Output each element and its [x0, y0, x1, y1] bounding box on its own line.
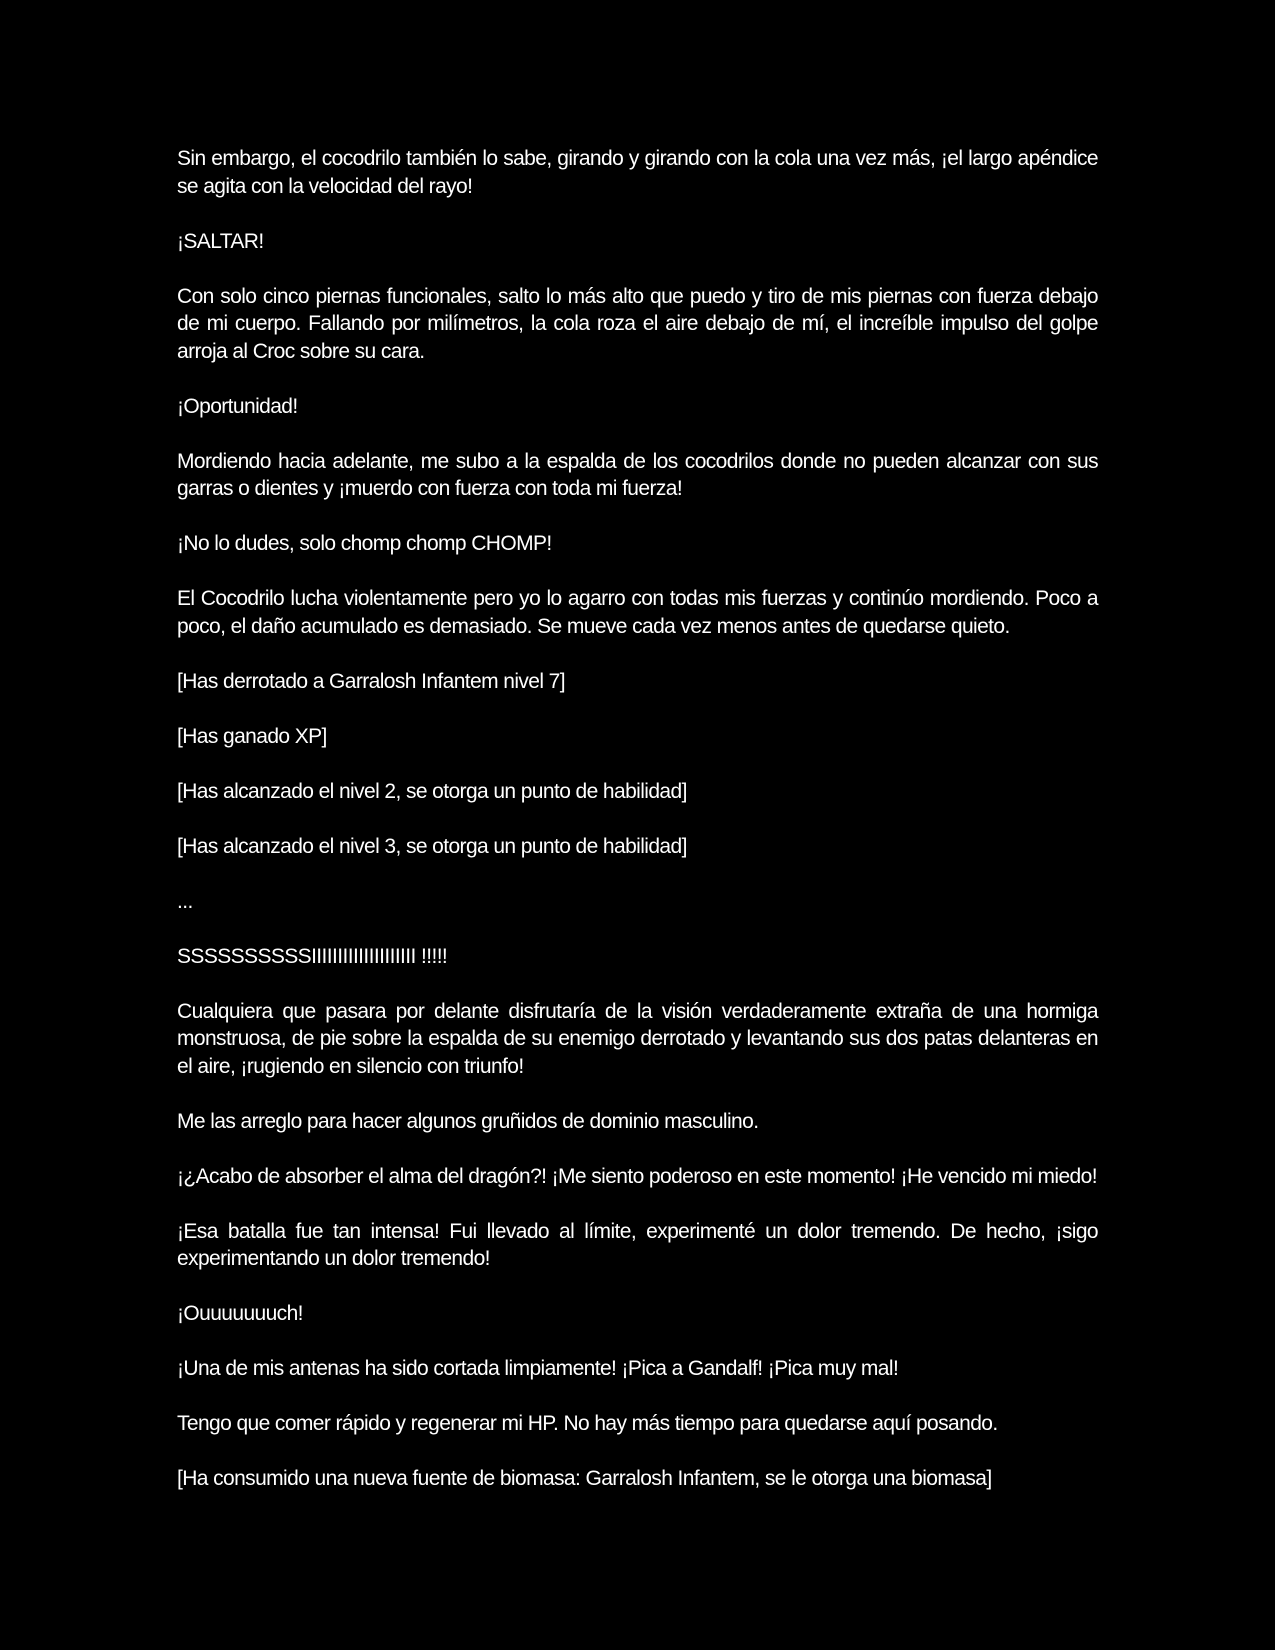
paragraph: Tengo que comer rápido y regenerar mi HP. No hay más tiempo para quedarse aquí posando.	[177, 1412, 998, 1435]
paragraph: Con solo cinco piernas funcionales, salto lo más alto que puedo y tiro de mis piernas con fuerza debajo de mi cuerpo. Fallando por milímetros, la cola roza el aire debajo de mí, el increíble impulso del golpe arroja al Croc sobre su cara.	[177, 284, 1098, 363]
system-message: [Ha consumido una nueva fuente de biomasa: Garralosh Infantem, se le otorga una biomasa]	[177, 1467, 992, 1490]
paragraph: ¡¿Acabo de absorber el alma del dragón?! ¡Me siento poderoso en este momento! ¡He vencido mi miedo!	[177, 1164, 1097, 1188]
paragraph: ¡Esa batalla fue tan intensa! Fui llevado al límite, experimenté un dolor tremendo. De hecho, ¡sigo experimentando un dolor tremendo!	[177, 1219, 1098, 1270]
system-message: [Has derrotado a Garralosh Infantem nivel 7]	[177, 669, 565, 693]
paragraph: Me las arreglo para hacer algunos gruñidos de dominio masculino.	[177, 1109, 759, 1133]
paragraph: El Cocodrilo lucha violentamente pero yo lo agarro con todas mis fuerzas y continúo mordiendo. Poco a poco, el daño acumulado es demasiado. Se mueve cada vez menos antes de quedarse quieto.	[177, 587, 1098, 638]
paragraph: Mordiendo hacia adelante, me subo a la espalda de los cocodrilos donde no pueden alcanzar con sus garras o dientes y ¡muerdo con fuerza con toda mi fuerza!	[177, 449, 1098, 500]
document-page	[177, 145, 1098, 1520]
paragraph: Sin embargo, el cocodrilo también lo sabe, girando y girando con la cola una vez más, ¡el largo apéndice se agita con la velocidad del rayo!	[177, 147, 1098, 198]
paragraph: ...	[177, 889, 193, 913]
system-message: [Has ganado XP]	[177, 724, 327, 748]
paragraph: ¡Una de mis antenas ha sido cortada limpiamente! ¡Pica a Gandalf! ¡Pica muy mal!	[177, 1357, 899, 1380]
paragraph: ¡Oportunidad!	[177, 394, 298, 418]
paragraph: SSSSSSSSSSIIIIIIIIIIIIIIIIIIII !!!!!	[177, 944, 448, 968]
paragraph: Cualquiera que pasara por delante disfrutaría de la visión verdaderamente extraña de una hormiga monstruosa, de pie sobre la espalda de su enemigo derrotado y levantando sus dos patas delanteras en el aire, ¡rugiendo en silencio con triunfo!	[177, 999, 1098, 1078]
system-message: [Has alcanzado el nivel 3, se otorga un punto de habilidad]	[177, 834, 687, 858]
system-message: [Has alcanzado el nivel 2, se otorga un punto de habilidad]	[177, 779, 687, 803]
paragraph: ¡SALTAR!	[177, 229, 264, 253]
paragraph: ¡No lo dudes, solo chomp chomp CHOMP!	[177, 532, 552, 555]
paragraph: ¡Ouuuuuuuch!	[177, 1302, 303, 1325]
